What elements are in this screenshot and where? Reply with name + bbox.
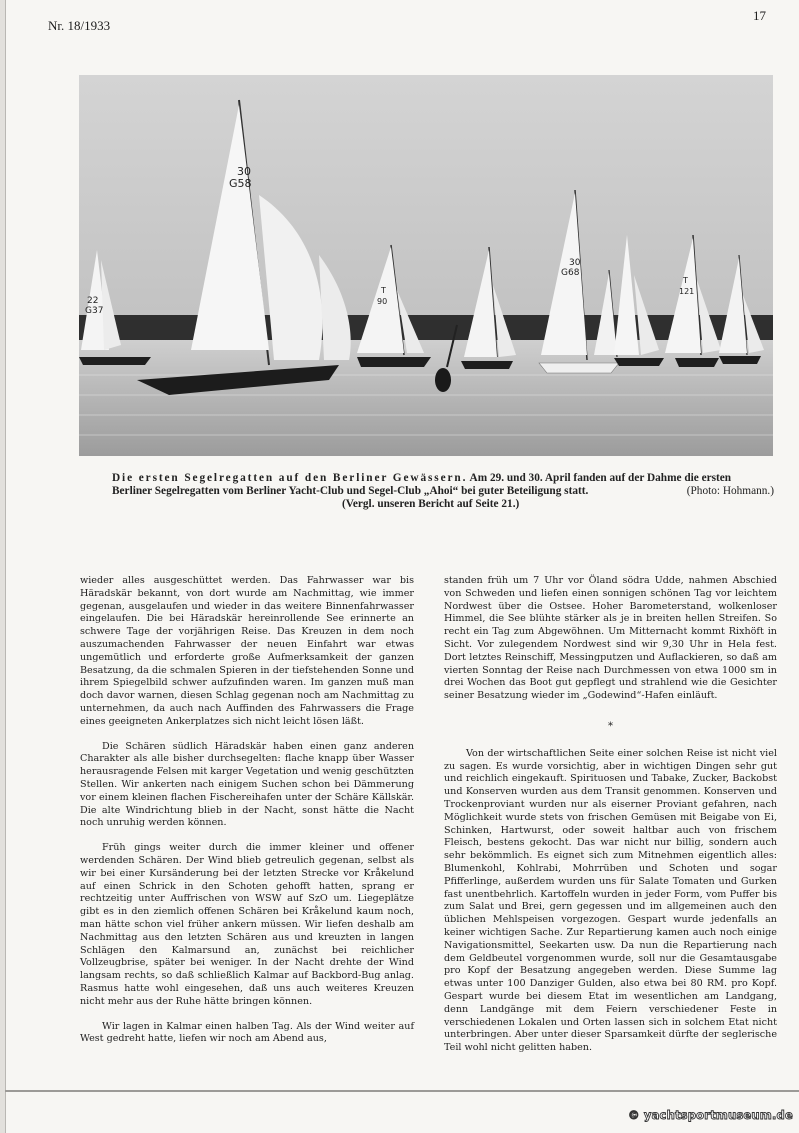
paragraph: Früh gings weiter durch die immer kleiner und offener werdenden Schären. Der Wind blieb getreulich gegenan, selbst als wir bei einer Kursänderung bei der letzten Strecke vor Kråkelund auf einen Schrick in den Schoten gehofft hatten, sprang er rechtzeitig unter Auffrischen von WSW auf SzO um. Liegeplätze gibt es in den ziemlich offenen Schären bei Kråkelund kaum noch, man hätte schon viel früher ankern müssen. Wir liefen deshalb am Nachmittag aus den letzten Schären aus und kreuzten in langen Schlägen den Kalmarsund an, zunächst bei reichlicher Vollzeugbrise, später bei weniger. In der Nacht drehte der Wind langsam rechts, so daß schließlich Kalmar auf Backbord-Bug anlag. Rasmus hatte wohl eingesehen, daß uns auch weiteres Kreuzen nicht mehr aus der Ruhe hätte bringen können.	[80, 842, 414, 1007]
svg-text:121: 121	[679, 287, 695, 296]
regatta-photo-drawing	[79, 75, 773, 456]
paragraph: wieder alles ausgeschüttet werden. Das Fahrwasser war bis Häradskär bekannt, von dort wurde am Nachmittag, wie immer gegenan, ausgelaufen und wieder in das weitere Binnenfahrwasser eingelaufen. Die bei Häradskär hereinrollende See erinnerte an schwere Tage der vorjährigen Reise. Das Kreuzen in dem noch auszumachenden Fahrwasser der neuen Einfahrt war etwas ungemütlich und erforderte große Aufmerksamkeit der ganzen Besatzung, da die schmalen Spieren in der tiefstehenden Sonne und ihrem Spiegelbild schwer aufzufinden waren. Im ganzen muß man doch davor warnen, diesen Schlag gegenan noch am Nachmittag zu unternehmen, da auch nach Auffinden des Fahrwassers die Frage eines geeigneten Ankerplatzes sich nicht leicht lösen läßt.	[80, 575, 414, 727]
svg-text:G68: G68	[561, 268, 580, 278]
paragraph: Die Schären südlich Häradskär haben einen ganz anderen Charakter als alle bisher durchsegelten: flache knapp über Wasser herausragende Felsen mit karger Vegetation und wenig geschützten Stellen. Wir ankerten nach einigem Suchen schon bei Dämmerung vor einem kleinen flachen Fischereihafen unter der Schäre Källskär. Die alte Windrichtung blieb in der Nacht, sonst hätte die Nacht noch unruhig werden können.	[80, 740, 414, 829]
article-column-right	[444, 575, 777, 1055]
paragraph: Wir lagen in Kalmar einen halben Tag. Als der Wind weiter auf West gedreht hatte, liefen wir noch am Abend aus,	[80, 1020, 414, 1045]
page-edge	[0, 0, 6, 1133]
page-bottom-rule	[5, 1090, 799, 1092]
section-separator: *	[608, 720, 613, 732]
svg-text:G37: G37	[85, 306, 104, 316]
article-column-left	[80, 575, 414, 1046]
caption-title: Die ersten Segelregatten auf den Berliner Gewässern.	[112, 472, 468, 484]
svg-text:T: T	[381, 286, 386, 295]
svg-text:90: 90	[377, 297, 388, 306]
watermark: © yachtsportmuseum.de	[628, 1108, 793, 1122]
caption-text-line1: Am 29. und 30. April fanden auf der Dahme die ersten	[469, 472, 732, 484]
regatta-photo	[79, 75, 773, 456]
photo-credit: (Photo: Hohmann.)	[686, 485, 774, 497]
sky	[79, 75, 773, 325]
svg-text:22: 22	[87, 296, 99, 306]
svg-text:T: T	[683, 276, 688, 285]
svg-text:30: 30	[237, 165, 251, 178]
svg-text:G58: G58	[229, 177, 252, 190]
page-number: 17	[753, 8, 766, 23]
svg-text:30: 30	[569, 258, 581, 268]
issue-number: Nr. 18/1933	[48, 18, 111, 33]
photo-caption	[112, 472, 774, 511]
paragraph: standen früh um 7 Uhr vor Öland södra Udde, nahmen Abschied von Schweden und liefen einen sonnigen schönen Tag vor leichtem Nordwest über die Ostsee. Hoher Barometerstand, wolkenloser Himmel, die See blühte stärker als je in breiten hellen Streifen. So recht ein Tag zum Abgewöhnen. Um Mitternacht kommt Rixhöft in Sicht. Vor zulegendem Nordwest sind wir 9,30 Uhr in Hela fest. Dort letztes Reinschiff, Messingputzen und Auflackieren, so daß am vierten Sonntag der Reise nach Durchmessen von etwa 1000 sm in drei Wochen das Boot gut gepflegt und strahlend wie die Gesichter seiner Besatzung wieder im „Godewind“-Hafen einläuft.	[444, 575, 777, 702]
caption-reference: (Vergl. unseren Bericht auf Seite 21.)	[342, 498, 520, 510]
paragraph: Von der wirtschaftlichen Seite einer solchen Reise ist nicht viel zu sagen. Es wurde vorsichtig, aber in wichtigen Dingen sehr gut und reichlich eingekauft. Spirituosen und Tabake, Zucker, Backobst und Konserven wurden aus dem Transit genommen. Konserven und Trockenproviant wurden nur als eiserner Proviant gefahren, nach Möglichkeit wurde stets von frischen Gemüsen mit Beigabe von Ei, Schinken, Hartwurst, oder soweit haltbar auch von frischem Fleisch, bestens gekocht. Das war nicht nur billig, sondern auch sehr bekömmlich. Es eignet sich zum Mitnehmen eigentlich alles: Blumenkohl, Kohlrabi, Mohrrüben und Schoten und sogar Pfifferlinge, außerdem wurden uns für Salate Tomaten und Gurken fast unentbehrlich. Kartoffeln wurden in jeder Form, vom Puffer bis zum Salat und Brei, gern gegessen und im allgemeinen auch den üblichen Mehlspeisen vorgezogen. Gespart wurde jedenfalls an keiner wichtigen Sache. Zur Repartierung kamen auch noch einige Navigationsmittel, Seekarten usw. Da nun die Repartierung nach dem Geldbeutel vorgenommen wurde, soll nur die Gesamtausgabe pro Kopf der Besatzung angegeben werden. Diese Summe lag etwas unter 100 Danziger Gulden, also etwa bei 80 RM. pro Kopf. Gespart wurde bei diesem Etat im wesentlichen am Landgang, denn Landgänge mit dem Feiern verschiedener Feste in verschiedenen Lokalen und Orten lassen sich in solchem Etat nicht unterbringen. Aber unter dieser Sparsamkeit dürfte der seglerische Teil wohl nicht gelitten haben.	[444, 747, 777, 1054]
caption-text-line2: Berliner Segelregatten vom Berliner Yacht-Club und Segel-Club „Ahoi“ bei guter Beteiligung statt.	[112, 485, 589, 497]
